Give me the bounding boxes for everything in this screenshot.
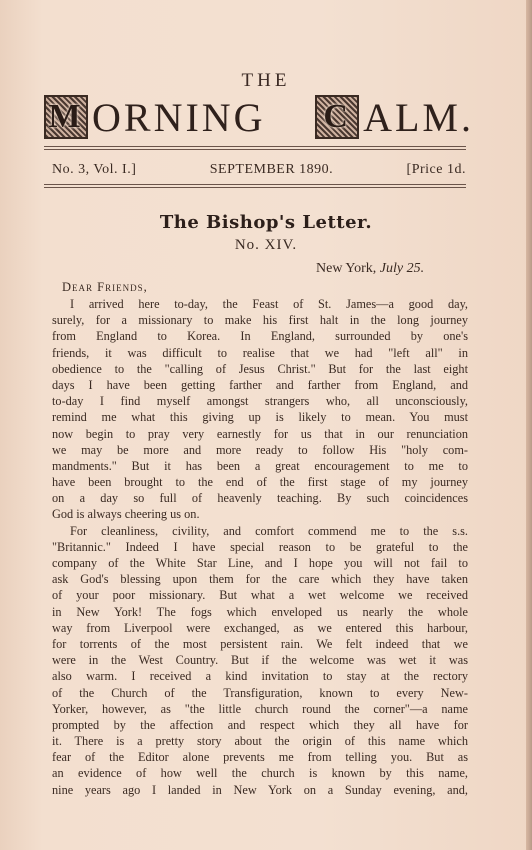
letter-title: The Bishop's Letter.	[159, 212, 373, 233]
letter-dateline	[316, 261, 424, 277]
body-line: it. There is a pretty story about the origin of this name which	[52, 734, 468, 749]
letter-body	[52, 296, 468, 798]
body-line: "Britannic." Indeed I have special reason to be grateful to the	[52, 539, 468, 554]
body-line: an evidence of how well the church is known by this name,	[52, 766, 468, 781]
letter-place: New York,	[316, 261, 380, 276]
body-line: have been brought to the end of the first stage of my journey	[52, 475, 468, 490]
body-line: surely, for a missionary to make his first halt in the long journey	[52, 313, 468, 328]
body-line: mandments." But it has been a great encouragement to me to	[52, 458, 468, 473]
body-line: for torrents of the most persistent rain. We felt indeed that we	[52, 636, 468, 651]
body-line: of the Church of the Transfiguration, known to every New-	[52, 685, 468, 700]
letter-salutation: Dear Friends,	[62, 280, 148, 294]
body-line: from England to Korea. In England, surrounded by one's	[52, 329, 468, 344]
masthead	[44, 92, 474, 142]
body-line: way from Liverpool were exchanged, as we entered this harbour,	[52, 620, 468, 635]
body-line: ask God's blessing upon them for the care which they have taken	[52, 572, 468, 587]
body-line: Yorker, however, as "the little church round the corner"—a name	[52, 701, 468, 716]
body-line: of your poor missionary. But what a wet welcome we received	[52, 588, 468, 603]
decorated-initial-c	[315, 95, 359, 139]
initial-letter-m: M	[48, 98, 84, 135]
body-line: on a day so full of heavenly teaching. By such coincidences	[52, 491, 468, 506]
initial-letter-c: C	[323, 98, 351, 135]
issue-number: No. 3, Vol. I.]	[52, 162, 137, 177]
decorated-initial-m	[44, 95, 88, 139]
body-line: now begin to pray very earnestly for us that in our renunciation	[52, 426, 468, 441]
rule-top-double	[44, 149, 466, 150]
body-line: also warm. I received a kind invitation to stay at the rectory	[52, 669, 468, 684]
body-line: days I have been getting farther and farther from England, and	[52, 377, 468, 392]
body-line: were in the West Country. But if the welcome was wet it was	[52, 653, 468, 668]
masthead-the: THE	[241, 70, 291, 91]
masthead-left	[44, 94, 266, 141]
body-line: nine years ago I landed in New York on a Sunday evening, and,	[52, 782, 468, 797]
masthead-right	[315, 94, 474, 141]
masthead-word-orning: ORNING	[92, 94, 266, 140]
body-line: For cleanliness, civility, and comfort commend me to the s.s.	[70, 523, 468, 538]
body-line: I arrived here to-day, the Feast of St. James—a good day,	[70, 297, 468, 311]
issue-date: SEPTEMBER 1890.	[209, 162, 334, 177]
issue-line	[52, 162, 466, 178]
letter-number: No. XIV.	[234, 237, 298, 253]
page-edge	[526, 0, 532, 850]
rule-bottom	[44, 184, 466, 185]
letter-date: July 25.	[379, 261, 425, 276]
body-line: God is always cheering us on.	[52, 507, 200, 522]
issue-price: [Price 1d.	[406, 162, 466, 177]
body-line: company of the White Star Line, and I hope you will not fail to	[52, 556, 468, 570]
rule-top	[44, 146, 466, 147]
body-line: remind me what this giving up is likely to mean. You must	[52, 410, 468, 425]
body-line: friends, it was difficult to realise that we had "left all" in	[52, 345, 468, 360]
masthead-word-alm: ALM.	[363, 94, 474, 140]
rule-bottom-double	[44, 187, 466, 188]
body-line: prompted by the affection and respect which they all have for	[52, 717, 468, 732]
body-line: we may be more and more ready to follow His "holy com-	[52, 442, 468, 457]
body-line: to-day I find myself amongst strangers who, all unconsciously,	[52, 394, 468, 409]
body-line: in New York! The fogs which enveloped us nearly the whole	[52, 604, 468, 619]
body-line: obedience to the "calling of Jesus Christ." But for the last eight	[52, 361, 468, 376]
body-line: fear of the Editor alone prevents me from telling you. But as	[52, 750, 468, 765]
